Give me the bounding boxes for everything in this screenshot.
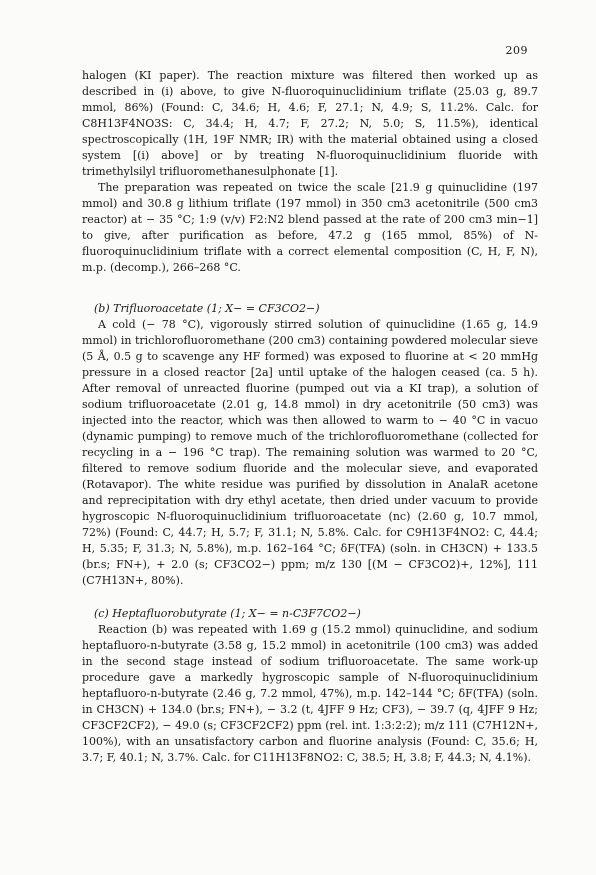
paragraph-repeat-preparation: The preparation was repeated on twice the scale [21.9 g quinuclidine (197 mmol) and 30.8 g lithium triflate (197 mmol) in 350 cm3 acetonitrile (500 cm3 reactor) at − 35 °C; 1:9 (v/v) F2:N2 blend passed at the rate of 200 cm3 min−1] to give, after purification as before, 47.2 g (165 mmol, 85%) of N-fluoroquinuclidinium triflate with a correct elemental composition (C, H, F, N), m.p. (decomp.), 266–268 °C. — [82, 181, 538, 274]
paragraph-trifluoroacetate: A cold (− 78 °C), vigorously stirred solution of quinuclidine (1.65 g, 14.9 mmol) in trichlorofluoromethane (200 cm3) containing powdered molecular sieve (5 Å, 0.5 g to scavenge any HF formed) was exposed to fluorine at < 20 mmHg pressure in a closed reactor [2a] until uptake of the halogen ceased (ca. 5 h). After removal of unreacted fluorine (pumped out via a KI trap), a solution of sodium trifluoroacetate (2.01 g, 14.8 mmol) in dry acetonitrile (50 cm3) was injected into the reactor, which was then allowed to warm to − 40 °C in vacuo (dynamic pumping) to remove much of the trichlorofluoromethane (collected for recycling in a − 196 °C trap). The remaining solution was warmed to 20 °C, filtered to remove sodium fluoride and the molecular sieve, and evaporated (Rotavapor). The white residue was purified by dissolution in AnalaR acetone and reprecipitation with dry ethyl acetate, then dried under vacuum to provide hygroscopic N-fluoroquinuclidinium trifluoroacetate (nc) (2.60 g, 10.7 mmol, 72%) (Found: C, 44.7; H, 5.7; F, 31.1; N, 5.8%. Calc. for C9H13F4NO2: C, 44.4; H, 5.35; F, 31.3; N, 5.8%), m.p. 162–164 °C; δF(TFA) (soln. in CH3CN) + 133.5 (br.s; FN+), + 2.0 (s; CF3CO2−) ppm; m/z 130 [(M − CF3CO2)+, 12%], 111 (C7H13N+, 80%). — [82, 318, 538, 587]
section-heading-heptafluorobutyrate: (c) Heptafluorobutyrate (1; X− = n-C3F7CO2−) — [94, 607, 361, 620]
paragraph-heptafluorobutyrate: Reaction (b) was repeated with 1.69 g (15.2 mmol) quinuclidine, and sodium heptafluoro-n-butyrate (3.58 g, 15.2 mmol) in acetonitrile (100 cm3) was added in the second stage instead of sodium trifluoroacetate. The same work-up procedure gave a markedly hygroscopic sample of N-fluoroquinuclidinium heptafluoro-n-butyrate (2.46 g, 7.2 mmol, 47%), m.p. 142–144 °C; δF(TFA) (soln. in CH3CN) + 134.0 (br.s; FN+), − 3.2 (t, 4JFF 9 Hz; CF3), − 39.7 (q, 4JFF 9 Hz; CF3CF2CF2), − 49.0 (s; CF3CF2CF2) ppm (rel. int. 1:3:2:2); m/z 111 (C7H12N+, 100%), with an unsatisfactory carbon and fluorine analysis (Found: C, 35.6; H, 3.7; F, 40.1; N, 3.7%. Calc. for C11H13F8NO2: C, 38.5; H, 3.8; F, 44.3; N, 4.1%). — [82, 623, 538, 764]
page-number: 209 — [505, 44, 528, 57]
section-heading-trifluoroacetate: (b) Trifluoroacetate (1; X− = CF3CO2−) — [94, 302, 320, 315]
section-gap — [82, 589, 538, 606]
page-body — [82, 68, 538, 766]
section-gap — [82, 276, 538, 301]
paragraph-continued: halogen (KI paper). The reaction mixture was filtered then worked up as described in (i) above, to give N-fluoroquinuclidinium triflate (25.03 g, 89.7 mmol, 86%) (Found: C, 34.6; H, 4.6; F, 27.1; N, 4.9; S, 11.2%. Calc. for C8H13F4NO3S: C, 34.4; H, 4.7; F, 27.2; N, 5.0; S, 11.5%), identical spectroscopically (1H, 19F NMR; IR) with the material obtained using a closed system [(i) above] or by treating N-fluoroquinuclidinium fluoride with trimethylsilyl trifluoromethanesulphonate [1]. — [82, 69, 538, 178]
